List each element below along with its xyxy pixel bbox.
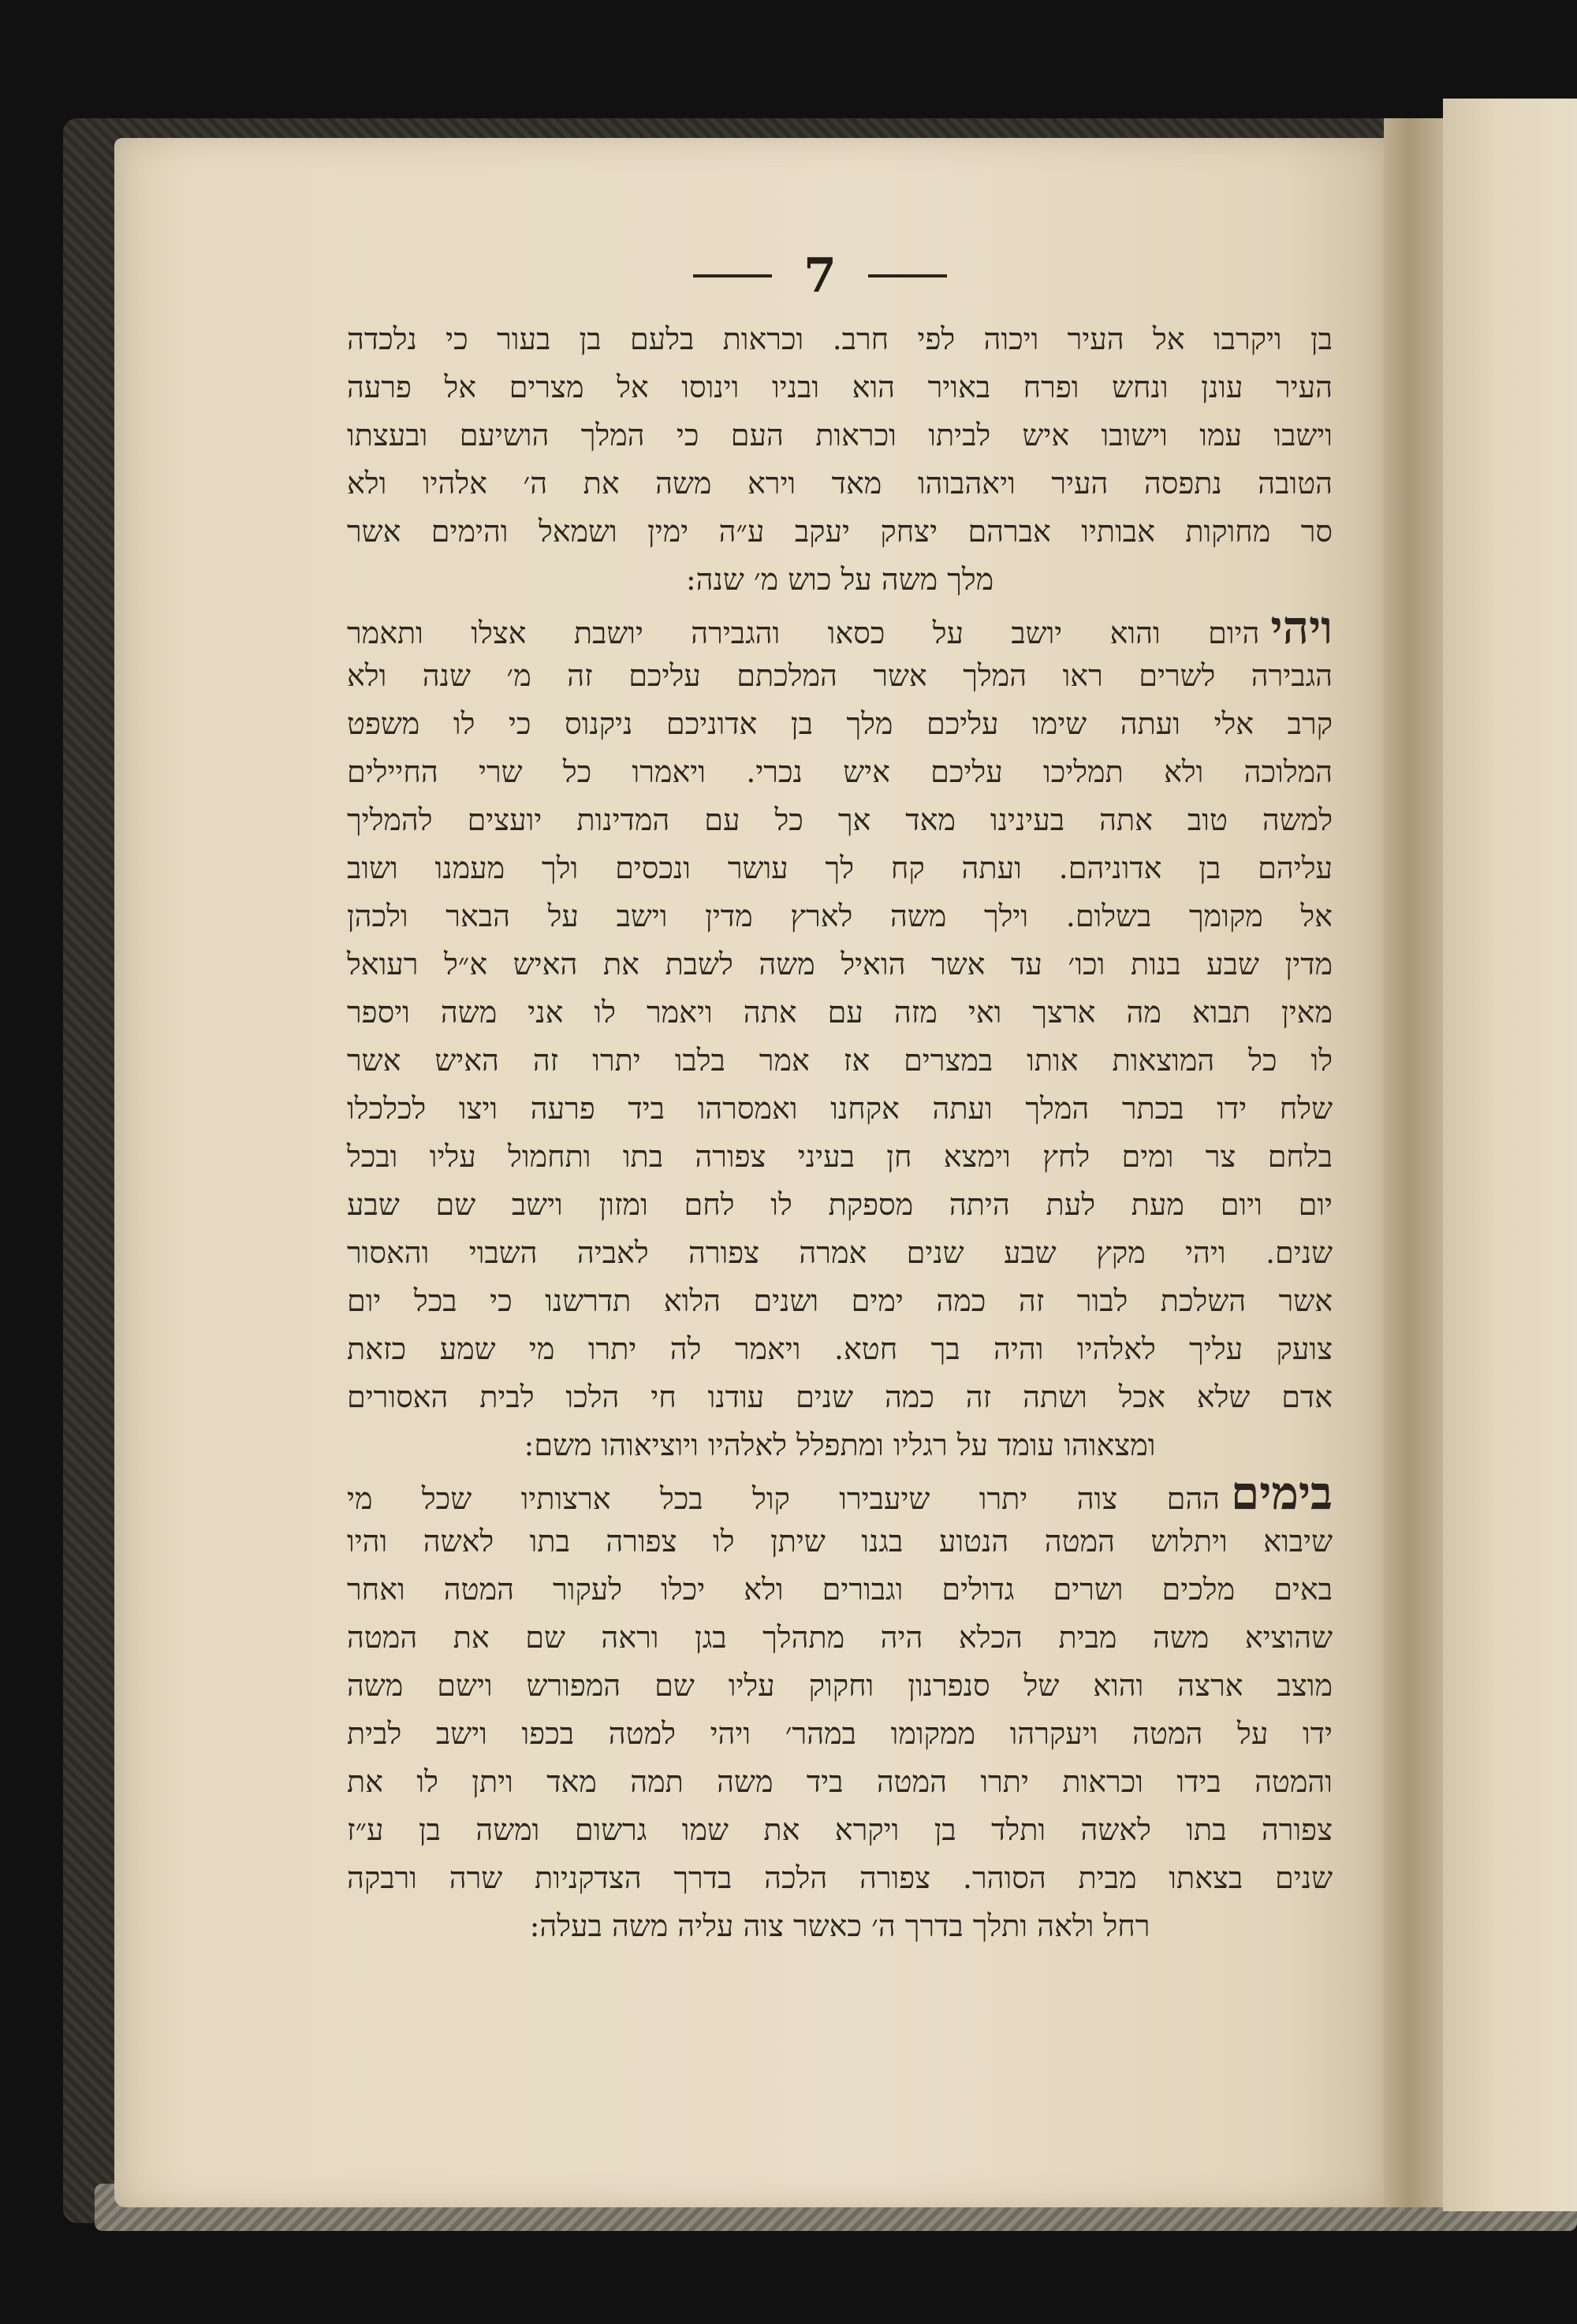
text-line: [347, 1566, 1333, 1614]
text-line-content: מוצב ארצה והוא של סנפרנון וחקוק עליו שם המפורש וישם משה: [347, 1668, 1333, 1703]
text-line-content: שנים. ויהי מקץ שבע שנים אמרה צפורה לאביה השבוי והאסור: [347, 1235, 1333, 1270]
header-dash-left: [693, 274, 772, 277]
text-line: [347, 556, 1333, 604]
text-line-content: יום ויום מעת לעת היתה מספקת לו לחם ומזון וישב שם שבע: [347, 1187, 1333, 1222]
text-line: [347, 1614, 1333, 1662]
text-line-content: העיר עונן ונחש ופרח באויר הוא ובניו וינוסו אל מצרים אל פרעה: [347, 370, 1333, 404]
text-line: [347, 748, 1333, 796]
text-line: [347, 844, 1333, 892]
page-header: [678, 244, 962, 307]
text-line: [347, 1662, 1333, 1710]
text-line-content: מאין תבוא מה ארצך ואי מזה עם אתה ויאמר לו אני משה ויספר: [347, 995, 1333, 1030]
text-line-content: ההם צוה יתרו שיעבירו קול בכל ארצותיו שכל מי: [347, 1481, 1221, 1516]
text-line-content: שלח ידו בכתר המלך ועתה אקחנו ואמסרהו ביד פרעה ויצו לכלכלו: [347, 1091, 1333, 1126]
text-line-content: צועק עליך לאלהיו והיה בך חטא. ויאמר לה יתרו מי שמע כזאת: [347, 1331, 1333, 1366]
text-line: [347, 1277, 1333, 1325]
text-line-content: וישבו עמו וישובו איש לביתו וכראות העם כי המלך הושיעם ובעצתו: [347, 418, 1333, 453]
text-line-content: שנים בצאתו מבית הסוהר. צפורה הלכה בדרך הצדקניות שרה ורבקה: [347, 1860, 1333, 1895]
text-line: [347, 315, 1333, 363]
text-line: [347, 652, 1333, 700]
text-line-content: בלחם צר ומים לחץ וימצא חן בעיני צפורה בתו ותחמול עליו ובכל: [347, 1139, 1333, 1174]
text-line: [347, 1037, 1333, 1085]
text-line-content: קרב אלי ועתה שימו עליכם מלך בן אדוניכם ניקנוס כי לו משפט: [347, 706, 1333, 741]
text-line: [347, 1181, 1333, 1229]
text-line: [347, 1806, 1333, 1854]
text-line-content: אל מקומך בשלום. וילך משה לארץ מדין וישב על הבאר ולכהן: [347, 899, 1333, 933]
text-line: [347, 1758, 1333, 1806]
text-line-content: אשר השלכת לבור זה כמה ימים ושנים הלוא תדרשנו כי בכל יום: [347, 1283, 1333, 1318]
text-line: [347, 1710, 1333, 1758]
paragraph-lead-word: ויהי: [1270, 601, 1333, 654]
text-line: [347, 1421, 1333, 1469]
text-line-content: מלך משה על כוש מ׳ שנה:: [685, 562, 994, 597]
text-line-content: באים מלכים ושרים גדולים וגבורים ולא יכלו לעקור המטה ואחר: [347, 1572, 1333, 1607]
text-line: [347, 363, 1333, 412]
text-line: [347, 892, 1333, 940]
text-line-content: צפורה בתו לאשה ותלד בן ויקרא את שמו גרשום ומשה בן ע״ז: [347, 1812, 1333, 1847]
text-line: [347, 1854, 1333, 1902]
text-line-content: למשה טוב אתה בעינינו מאד אך כל עם המדינות יועצים להמליך: [347, 803, 1333, 837]
text-line: [347, 1902, 1333, 1950]
text-line-content: והמטה בידו וכראות יתרו המטה ביד משה תמה מאד ויתן לו את: [347, 1764, 1333, 1799]
paragraph-lead-word: בימים: [1231, 1466, 1333, 1520]
text-line: [347, 940, 1333, 989]
header-dash-right: [868, 274, 947, 277]
text-line-content: ומצאוהו עומד על רגליו ומתפלל לאלהיו ויוציאוהו משם:: [524, 1428, 1156, 1462]
text-line: [347, 508, 1333, 556]
text-line-content: לו כל המוצאות אותו במצרים אז אמר בלבו יתרו זה האיש אשר: [347, 1043, 1333, 1078]
page-text: [347, 315, 1333, 1950]
text-line: [347, 1325, 1333, 1373]
text-line: [347, 1466, 1333, 1520]
text-line-content: ידו על המטה ויעקרהו ממקומו במהר׳ ויהי למטה בכפו וישב לבית: [347, 1716, 1333, 1751]
text-line: [347, 700, 1333, 748]
text-line: [347, 1518, 1333, 1566]
text-line: [347, 989, 1333, 1037]
text-line: [347, 460, 1333, 508]
text-line-content: סר מחוקות אבותיו אברהם יצחק יעקב ע״ה ימין ושמאל והימים אשר: [347, 514, 1333, 549]
text-line: [347, 601, 1333, 654]
text-line-content: המלוכה ולא תמליכו עליכם איש נכרי. ויאמרו כל שרי החיילים: [347, 754, 1333, 789]
text-line-content: הגבירה לשרים ראו המלך אשר המלכתם עליכם זה מ׳ שנה ולא: [347, 658, 1333, 693]
facing-page: [1443, 99, 1577, 2211]
text-line-content: רחל ולאה ותלך בדרך ה׳ כאשר צוה עליה משה בעלה:: [529, 1909, 1150, 1943]
text-line-content: שהוציא משה מבית הכלא היה מתהלך בגן וראה שם את המטה: [347, 1620, 1333, 1655]
text-line-content: מדין שבע בנות וכו׳ עד אשר הואיל משה לשבת את האיש א״ל רעואל: [347, 947, 1333, 981]
text-line: [347, 1373, 1333, 1421]
text-line-content: היום והוא יושב על כסאו והגבירה יושבת אצלו ותאמר: [347, 616, 1260, 650]
text-line: [347, 1085, 1333, 1133]
text-line-content: הטובה נתפסה העיר ויאהבוהו מאד וירא משה את ה׳ אלהיו ולא: [347, 466, 1333, 501]
text-line: [347, 412, 1333, 460]
text-line-content: בן ויקרבו אל העיר ויכוה לפי חרב. וכראות בלעם בן בעור כי נלכדה: [347, 322, 1333, 356]
page-number: 7: [803, 248, 837, 304]
text-line: [347, 1133, 1333, 1181]
book-gutter: [1384, 118, 1447, 2207]
text-line-content: עליהם בן אדוניהם. ועתה קח לך עושר ונכסים ולך מעמנו ושוב: [347, 851, 1333, 885]
text-line-content: אדם שלא אכל ושתה זה כמה שנים עודנו חי הלכו לבית האסורים: [347, 1380, 1333, 1414]
text-line: [347, 1229, 1333, 1277]
text-line: [347, 796, 1333, 844]
text-line-content: שיבוא ויתלוש המטה הנטוע בגנו שיתן לו צפורה בתו לאשה והיו: [347, 1524, 1333, 1559]
